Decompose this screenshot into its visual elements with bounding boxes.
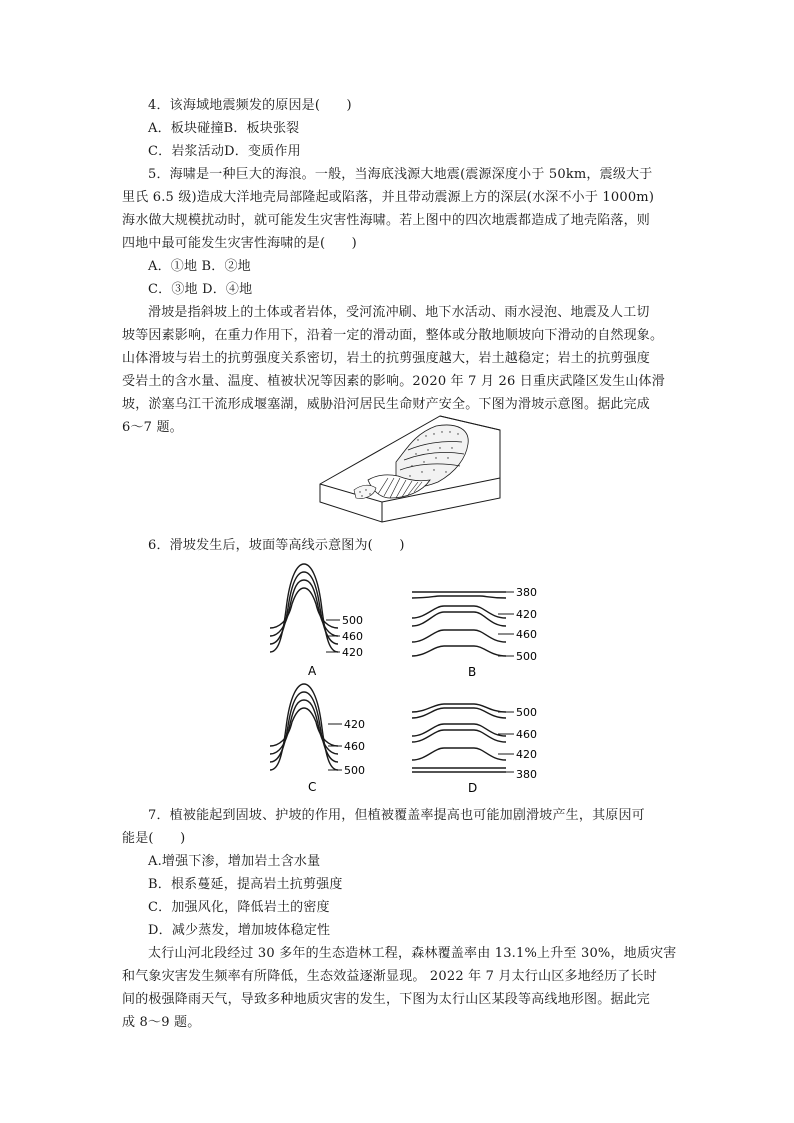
passage2-line-1: 太行山河北段经过 30 多年的生态造林工程，森林覆盖率由 13.1%上升至 30%，地质灾害: [148, 946, 677, 961]
q7-line-2: 能是( ): [122, 831, 186, 846]
passage2-line-3: 间的极强降雨天气，导致多种地质灾害的发生，下图为太行山区某段等高线地形图。据此完: [122, 992, 651, 1007]
q5-options-ab: A．①地 B．②地: [148, 259, 251, 274]
panel-c-label-2: 460: [344, 740, 365, 753]
passage2-line-4: 成 8～9 题。: [122, 1015, 201, 1030]
panel-a-label-1: 500: [342, 614, 363, 627]
passage1-line-4: 受岩土的含水量、温度、植被状况等因素的影响。2020 年 7 月 26 日重庆武隆区发生山体滑: [122, 374, 665, 389]
panel-a-label-2: 460: [342, 630, 363, 643]
panel-b-letter: B: [468, 665, 477, 679]
panel-b-label-3: 460: [516, 628, 537, 641]
q7-option-a: A.增强下渗，增加岩土含水量: [148, 854, 321, 869]
passage1-line-2: 坡等因素影响，在重力作用下，沿着一定的滑动面，整体或分散地顺坡向下滑动的自然现象。: [122, 328, 664, 343]
panel-d-label-3: 420: [516, 748, 537, 761]
q4-stem: 4．该海域地震频发的原因是( ): [148, 98, 352, 113]
panel-b-label-1: 380: [516, 586, 537, 599]
q4-options-ab: A．板块碰撞B．板块张裂: [148, 121, 300, 136]
q5-line-2: 里氏 6.5 级)造成大洋地壳局部隆起或陷落，并且带动震源上方的深层(水深不小于 1000m): [122, 190, 655, 205]
panel-d-label-1: 500: [516, 706, 537, 719]
panel-c-label-3: 500: [344, 764, 365, 777]
panel-c-label-1: 420: [344, 718, 365, 731]
landslide-diagram: [318, 410, 502, 526]
q7-line-1: 7．植被能起到固坡、护坡的作用，但植被覆盖率提高也可能加剧滑坡产生，其原因可: [148, 808, 645, 823]
panel-d-letter: D: [468, 781, 478, 795]
passage1-line-3: 山体滑坡与岩土的抗剪强度关系密切，岩土的抗剪强度越大，岩土越稳定；岩土的抗剪强度: [122, 351, 651, 366]
q4-options-cd: C．岩浆活动D．变质作用: [148, 144, 301, 159]
q6-stem: 6．滑坡发生后，坡面等高线示意图为( ): [148, 538, 405, 553]
contour-panel-c: [268, 680, 378, 796]
q5-line-4: 四地中最可能发生灾害性海啸的是( ): [122, 236, 357, 251]
panel-d-label-2: 460: [516, 728, 537, 741]
panel-a-label-3: 420: [342, 646, 363, 659]
passage1-line-6: 6～7 题。: [122, 420, 183, 435]
passage1-line-5: 坡，淤塞乌江干流形成堰塞湖，威胁沿河居民生命财产安全。下图为滑坡示意图。据此完成: [122, 397, 651, 412]
q7-option-d: D．减少蒸发，增加坡体稳定性: [148, 923, 331, 938]
q5-options-cd: C．③地 D．④地: [148, 282, 253, 297]
q5-line-3: 海水做大规模扰动时，就可能发生灾害性海啸。若上图中的四次地震都造成了地壳陷落，则: [122, 213, 651, 228]
passage2-line-2: 和气象灾害发生频率有所降低，生态效益逐渐显现。 2022 年 7 月太行山区多地经历了长时: [122, 969, 657, 984]
contour-panel-d: [410, 700, 550, 796]
panel-d-label-4: 380: [516, 768, 537, 781]
contour-panel-a: [268, 560, 378, 680]
panel-b-label-4: 500: [516, 650, 537, 663]
passage1-line-1: 滑坡是指斜坡上的土体或者岩体，受河流冲刷、地下水活动、雨水浸泡、地震及人工切: [148, 305, 650, 320]
panel-c-letter: C: [308, 780, 317, 794]
panel-b-label-2: 420: [516, 608, 537, 621]
contour-panel-b: [410, 580, 550, 680]
panel-a-letter: A: [308, 664, 317, 678]
q5-line-1: 5．海啸是一种巨大的海浪。一般，当海底浅源大地震(震源深度小于 50km，震级大于: [148, 167, 653, 182]
q7-option-b: B．根系蔓延，提高岩土抗剪强度: [148, 877, 343, 892]
q7-option-c: C．加强风化，降低岩土的密度: [148, 900, 330, 915]
